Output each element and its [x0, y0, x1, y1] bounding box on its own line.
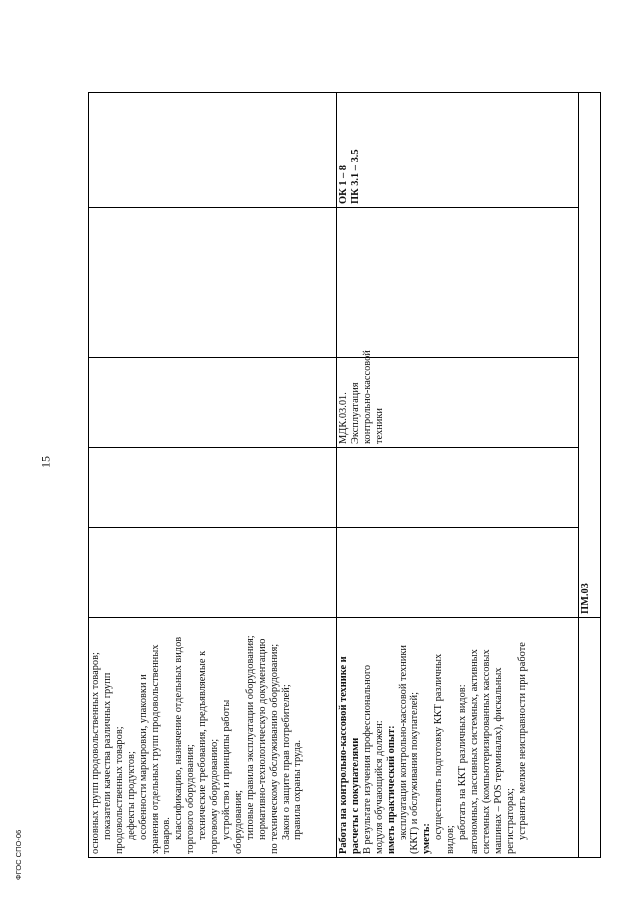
- footer-code: ФГОС СПО-06: [14, 829, 23, 880]
- text-line: устройство и принципы работы: [220, 699, 232, 840]
- text-line: ПК 3.1 – 3.5: [349, 149, 361, 204]
- content-cell-row1: [89, 618, 337, 858]
- text-line: ОК 1 – 8: [338, 165, 349, 204]
- page-number: 15: [38, 456, 53, 468]
- content-lines: [338, 621, 529, 854]
- empty-cell: [89, 528, 337, 618]
- text-line: эксплуатации контрольно-кассовой техники: [397, 645, 409, 840]
- text-line: дефекты продуктов;: [125, 751, 137, 840]
- text-line: хранения отдельных групп продовольственных: [149, 644, 161, 854]
- empty-cell: [337, 208, 579, 358]
- empty-cell: [89, 358, 337, 448]
- text-line: осуществлять подготовку ККТ различных: [433, 653, 445, 840]
- text-line: торгового оборудования;: [185, 744, 197, 854]
- text-line: регистраторах;: [504, 788, 516, 854]
- empty-cell: [89, 448, 337, 528]
- text-line: контрольно-кассовой: [361, 350, 373, 444]
- text-line: модуля обучающийся должен:: [373, 720, 385, 854]
- code-cell-row2: ПМ.03: [579, 93, 601, 618]
- competencies-cell: [337, 93, 579, 208]
- empty-cell: [337, 448, 579, 528]
- text-line: по техническому обслуживанию оборудования;: [268, 643, 280, 854]
- competencies-lines: [338, 96, 362, 204]
- text-line: машинах – POS терминалах), фискальных: [492, 667, 504, 854]
- text-line: оборудования;: [232, 790, 244, 854]
- text-line: основных групп продовольственных товаров;: [90, 652, 101, 854]
- text-line: правила охраны труда.: [292, 739, 304, 840]
- text-line: особенности маркировки, упаковки и: [137, 674, 149, 840]
- discipline-cell: [337, 350, 579, 448]
- text-line: торговому оборудованию;: [209, 738, 221, 854]
- text-line: продовольственных товаров;: [113, 726, 125, 854]
- table-row: [579, 93, 601, 858]
- text-line: техники: [373, 408, 385, 444]
- discipline-lines: [338, 350, 386, 444]
- text-line: нормативно-технологическую документацию: [256, 638, 268, 840]
- text-line: Работа на контрольно-кассовой технике и: [338, 656, 349, 854]
- text-line: Закон о защите прав потребителей;: [280, 684, 292, 840]
- text-line: автономных, пассивных системных, активных: [468, 649, 480, 854]
- text-line: классификацию, назначение отдельных видов: [173, 636, 185, 840]
- text-line: системных (компьютеризированных кассовых: [480, 649, 492, 854]
- text-line: технические требования, предъявляемые к: [197, 650, 209, 840]
- content-cell-row2: [337, 618, 579, 858]
- text-line: типовые правила эксплуатации оборудования;: [244, 635, 256, 840]
- empty-cell: [337, 528, 579, 618]
- text-line: Эксплуатация: [349, 382, 361, 444]
- text-line: В результате изучения профессионального: [361, 664, 373, 854]
- text-line: товаров.: [161, 817, 173, 854]
- empty-cell: [89, 93, 337, 208]
- content-lines: [90, 621, 304, 854]
- text-line: расчеты с покупателями: [349, 737, 361, 854]
- text-line: работать на ККТ различных видов:: [457, 684, 469, 840]
- text-line: (ККТ) и обслуживания покупателей;: [409, 692, 421, 854]
- empty-cell: [89, 208, 337, 358]
- text-line: устранять мелкие неисправности при работе: [516, 642, 528, 840]
- code-cell-row1: [579, 618, 601, 858]
- table-row: [337, 93, 579, 858]
- text-line: МДК.03.01.: [338, 392, 349, 444]
- standards-table: [88, 93, 591, 858]
- text-line: показатели качества различных групп: [101, 672, 113, 840]
- text-line: иметь практический опыт:: [385, 725, 397, 854]
- table-row: [89, 93, 337, 858]
- text-line: уметь:: [421, 823, 433, 854]
- text-line: видов;: [445, 825, 457, 854]
